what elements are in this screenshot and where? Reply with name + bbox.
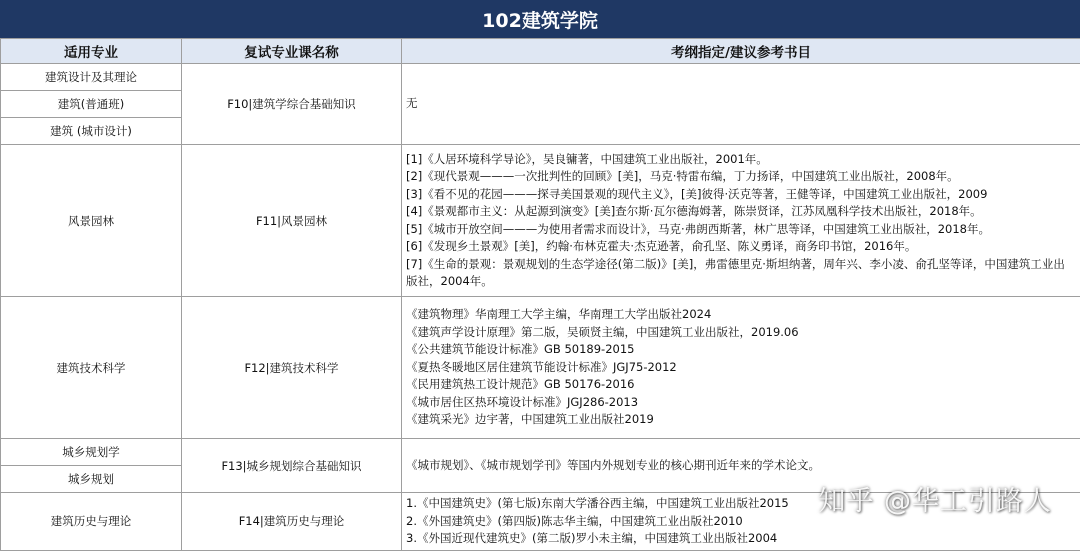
- course-table: [0, 38, 1080, 551]
- books-cell: [402, 64, 1080, 145]
- course-cell: F13|城乡规划综合基础知识: [182, 439, 402, 493]
- book-item: 《建筑采光》边宇著，中国建筑工业出版社2019: [406, 411, 1076, 429]
- major-cell: 城乡规划: [1, 466, 182, 493]
- major-cell: 风景园林: [1, 145, 182, 297]
- book-item: 《公共建筑节能设计标准》GB 50189-2015: [406, 341, 1076, 359]
- books-cell: [402, 297, 1080, 439]
- page-title: 102建筑学院: [0, 0, 1080, 38]
- book-item: 《建筑声学设计原理》第二版，吴硕贤主编，中国建筑工业出版社，2019.06: [406, 324, 1076, 342]
- book-item: 《城市规划》、《城市规划学刊》等国内外规划专业的核心期刊近年来的学术论文。: [406, 457, 1076, 475]
- book-item: 《城市居住区热环境设计标准》JGJ286-2013: [406, 394, 1076, 412]
- book-item: [4]《景观都市主义：从起源到演变》[美]查尔斯·瓦尔德海姆著，陈崇贤译，江苏凤凰科学技术出版社，2018年。: [406, 203, 1076, 221]
- book-item: 2.《外国建筑史》(第四版)陈志华主编，中国建筑工业出版社2010: [406, 513, 1076, 531]
- course-cell: F11|风景园林: [182, 145, 402, 297]
- header-books: 考纲指定/建议参考书目: [402, 39, 1080, 64]
- major-cell: 建筑历史与理论: [1, 493, 182, 551]
- table-row: [1, 64, 1080, 91]
- book-item: [1]《人居环境科学导论》，吴良镛著，中国建筑工业出版社，2001年。: [406, 151, 1076, 169]
- table-header-row: [1, 39, 1080, 64]
- major-cell: 建筑 (城市设计): [1, 118, 182, 145]
- book-item: 《夏热冬暖地区居住建筑节能设计标准》JGJ75-2012: [406, 359, 1076, 377]
- book-item: [7]《生命的景观：景观规划的生态学途径(第二版)》[美]，弗雷德里克·斯坦纳著，周年兴、李小凌、俞孔坚等译，中国建筑工业出版社，2004年。: [406, 256, 1076, 291]
- header-course: 复试专业课名称: [182, 39, 402, 64]
- major-cell: 建筑设计及其理论: [1, 64, 182, 91]
- course-cell: F10|建筑学综合基础知识: [182, 64, 402, 145]
- book-item: 3.《外国近现代建筑史》(第二版)罗小未主编，中国建筑工业出版社2004: [406, 530, 1076, 548]
- book-item: [5]《城市开放空间———为使用者需求而设计》，马克·弗朗西斯著，林广思等译，中国建筑工业出版社，2018年。: [406, 221, 1076, 239]
- book-item: [6]《发现乡土景观》[美]，约翰·布林克霍夫·杰克逊著，俞孔坚、陈义勇译，商务印书馆，2016年。: [406, 238, 1076, 256]
- table-row: [1, 439, 1080, 466]
- books-cell: [402, 145, 1080, 297]
- course-cell: F14|建筑历史与理论: [182, 493, 402, 551]
- header-major: 适用专业: [1, 39, 182, 64]
- major-cell: 城乡规划学: [1, 439, 182, 466]
- book-item: 《民用建筑热工设计规范》GB 50176-2016: [406, 376, 1076, 394]
- table-row: [1, 297, 1080, 439]
- major-cell: 建筑(普通班): [1, 91, 182, 118]
- course-cell: F12|建筑技术科学: [182, 297, 402, 439]
- major-cell: 建筑技术科学: [1, 297, 182, 439]
- book-item: 无: [406, 95, 1076, 113]
- book-item: [3]《看不见的花园———探寻美国景观的现代主义》，[美]彼得·沃克等著，王健等译，中国建筑工业出版社，2009: [406, 186, 1076, 204]
- book-item: 《建筑物理》华南理工大学主编，华南理工大学出版社2024: [406, 306, 1076, 324]
- book-item: [2]《现代景观———一次批判性的回顾》[美]，马克·特雷布编，丁力扬译，中国建筑工业出版社，2008年。: [406, 168, 1076, 186]
- watermark: 知乎 @华工引路人: [818, 479, 1052, 518]
- book-item: 1.《中国建筑史》(第七版)东南大学潘谷西主编，中国建筑工业出版社2015: [406, 495, 1076, 513]
- table-row: [1, 145, 1080, 297]
